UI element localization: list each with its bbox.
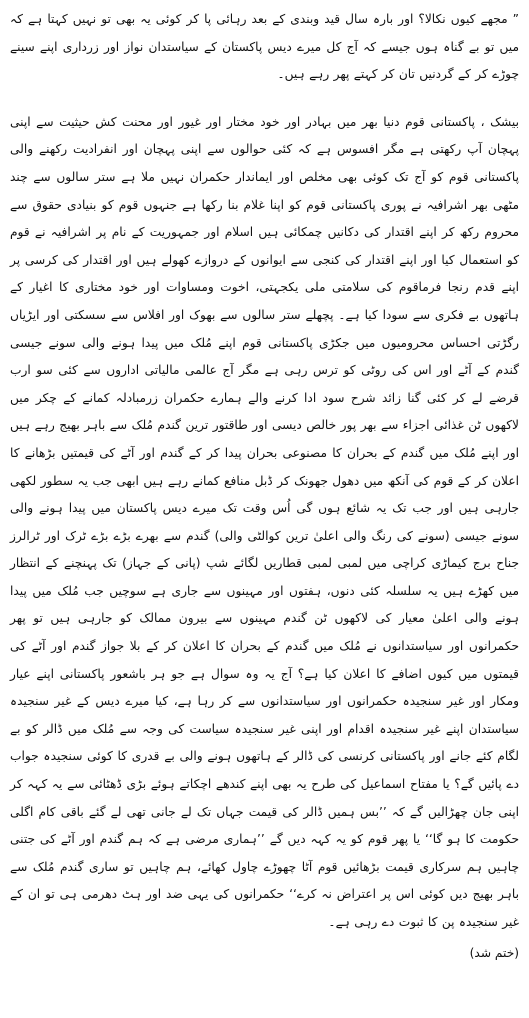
article-ending: (ختم شد) xyxy=(469,945,519,960)
article-paragraph-main: بیشک ، پاکستانی قوم دنیا بھر میں بہادر اور خود مختار اور غیور اور محنت کش حیثیت سے اپنی پہچان آپ رکھتی ہے مگر افسوس ہے کہ کئی حوالوں سے اپنی پہچان اور انفرادیت رکھنے والی پاکستانی قوم کو آج تک کوئی بھی مخلص اور ایماندار حکمران نہیں ملا ہے ستر سالوں سے چند مٹھی بھر اشرافیہ نے پوری پاکستانی قوم کو اپنا غلام بنا رکھا ہے جنہوں قوم کو بنیادی حقوق سے محروم رکھ کر اپنے اقتدار کی دکانیں چمکائی ہیں اسلام اور جمہوریت کے نام پر اشرافیہ نے قوم کو استعمال کیا اور اپنے اقتدار کی کنجی سے ایوانوں کے دروازے کھولے ہیں اور اقتدار کی کرسی پر اپنے قدم رنجا فرماقوم کی سلامتی ملی یکجہتی، اخوت ومساوات اور خود مختاری کا اغیار کے ہاتھوں بے فکری سے سودا کیا ہے۔ پچھلے ستر سالوں سے بھوک اور افلاس سے سسکتی اور ایڑیاں رگڑتی احساس محرومیوں میں جکڑی پاکستانی قوم اپنے مُلک میں پیدا ہونے والی سونے جیسی گندم کے آٹے اور اس کی روٹی کو ترس رہی ہے مگر آج عالمی مالیاتی اداروں سے کئی سو ارب قرضے لے کر کئی گنا زائد شرح سود ادا کرنے والے ہمارے حکمران زرمبادلہ کمانے کے چکر میں لاکھوں ٹن غذائی اجزاء سے بھر پور خالص دیسی اور طاقتور ترین گندم مُلک سے باہر بھیج رہے ہیں اور اپنے مُلک میں گندم کے بحران کا مصنوعی بحران پیدا کر کے گندم اور آٹے کی قیمتیں بڑھانے کا اعلان کر کے قوم کی آنکھ میں دھول جھونک کر ڈبل منافع کمانے رہے ہیں ابھی جب یہ سطور لکھی جارہی ہیں اور جب تک یہ شائع ہوں گی اُس وقت تک میرے دیس پاکستان میں پیدا ہونے والی سونے جیسی (سونے کی رنگ والی اعلیٰ ترین کوالٹی والی) گندم سے بھرے بڑے بڑے ٹرک اور ٹرالرز جناح برج کیماڑی کراچی میں لمبی لمبی قطاریں لگائے شپ (پانی کے جہاز) تک پہنچنے کے انتظار میں کھڑے ہیں یہ سلسلہ کئی دنوں، ہفتوں اور مہینوں سے جاری ہے سوچیں جب مُلک میں پیدا ہونے والی اعلیٰ معیار کی لاکھوں ٹن گندم مہینوں سے بیرون ممالک کو جارہی ہیں تو پھر حکمرانوں اور سیاستدانوں نے مُلک میں گندم کے بحران کا اعلان کر کے بلا جواز گندم اور آٹے کی قیمتوں میں کیوں اضافے کا اعلان کیا ہے؟ آج یہ وہ سوال ہے جو ہر باشعور پاکستانی اپنے عیار ومکار اور غیر سنجیدہ حکمرانوں اور سیاستدانوں سے کر رہا ہے، کیا میرے دیس کے غیر سنجیدہ سیاستدان اپنے غیر سنجیدہ اقدام اور اپنی غیر سنجیدہ سیاست کی وجہ سے مُلک میں ڈالر کو بے لگام کئے جانے اور پاکستانی کرنسی کی ڈالر کے ہاتھوں ہونے والی بے قدری کا کوئی سنجیدہ جواب دے پائیں گے؟ یا مفتاح اسماعیل کی طرح یہ بھی اپنے کندھے اچکاتے ہوئے بڑی ڈھٹائی سے یہ کہہ کر اپنی جان چھڑالیں گے کہ ’’بس ہمیں ڈالر کی قیمت جہاں تک لے جانی تھی لے گئے باقی کام اگلی حکومت کا ہو گا‘‘ یا پھر قوم کو یہ کہہ دیں گے ’’ہماری مرضی ہے کہ ہم گندم اور آٹے کی جتنی چاہیں ہم سرکاری قیمت بڑھائیں قوم آٹا چھوڑے چاول کھائے، ہم چاہیں تو ساری گندم مُلک سے باہر بھیج دیں کوئی اس پر اعتراض نہ کرے‘‘ حکمرانوں کی یہی ضد اور ہٹ دھرمی ہی تو ان کے غیر سنجیدہ پن کا ثبوت دے رہی ہے۔ xyxy=(10,114,519,929)
article-paragraph-intro: ” مجھے کیوں نکالا؟ اور بارہ سال قید وبندی کے بعد رہائی پا کر کوئی یہ بھی تو نہیں کہتا ہے کہ میں تو بے گناہ ہوں جیسے کہ آج کل میرے دیس پاکستان کے سیاستدان نواز اور زرداری اپنے سینے چوڑے کر کے گردنیں تان کر کہتے پھر رہے ہیں۔ xyxy=(10,12,519,82)
